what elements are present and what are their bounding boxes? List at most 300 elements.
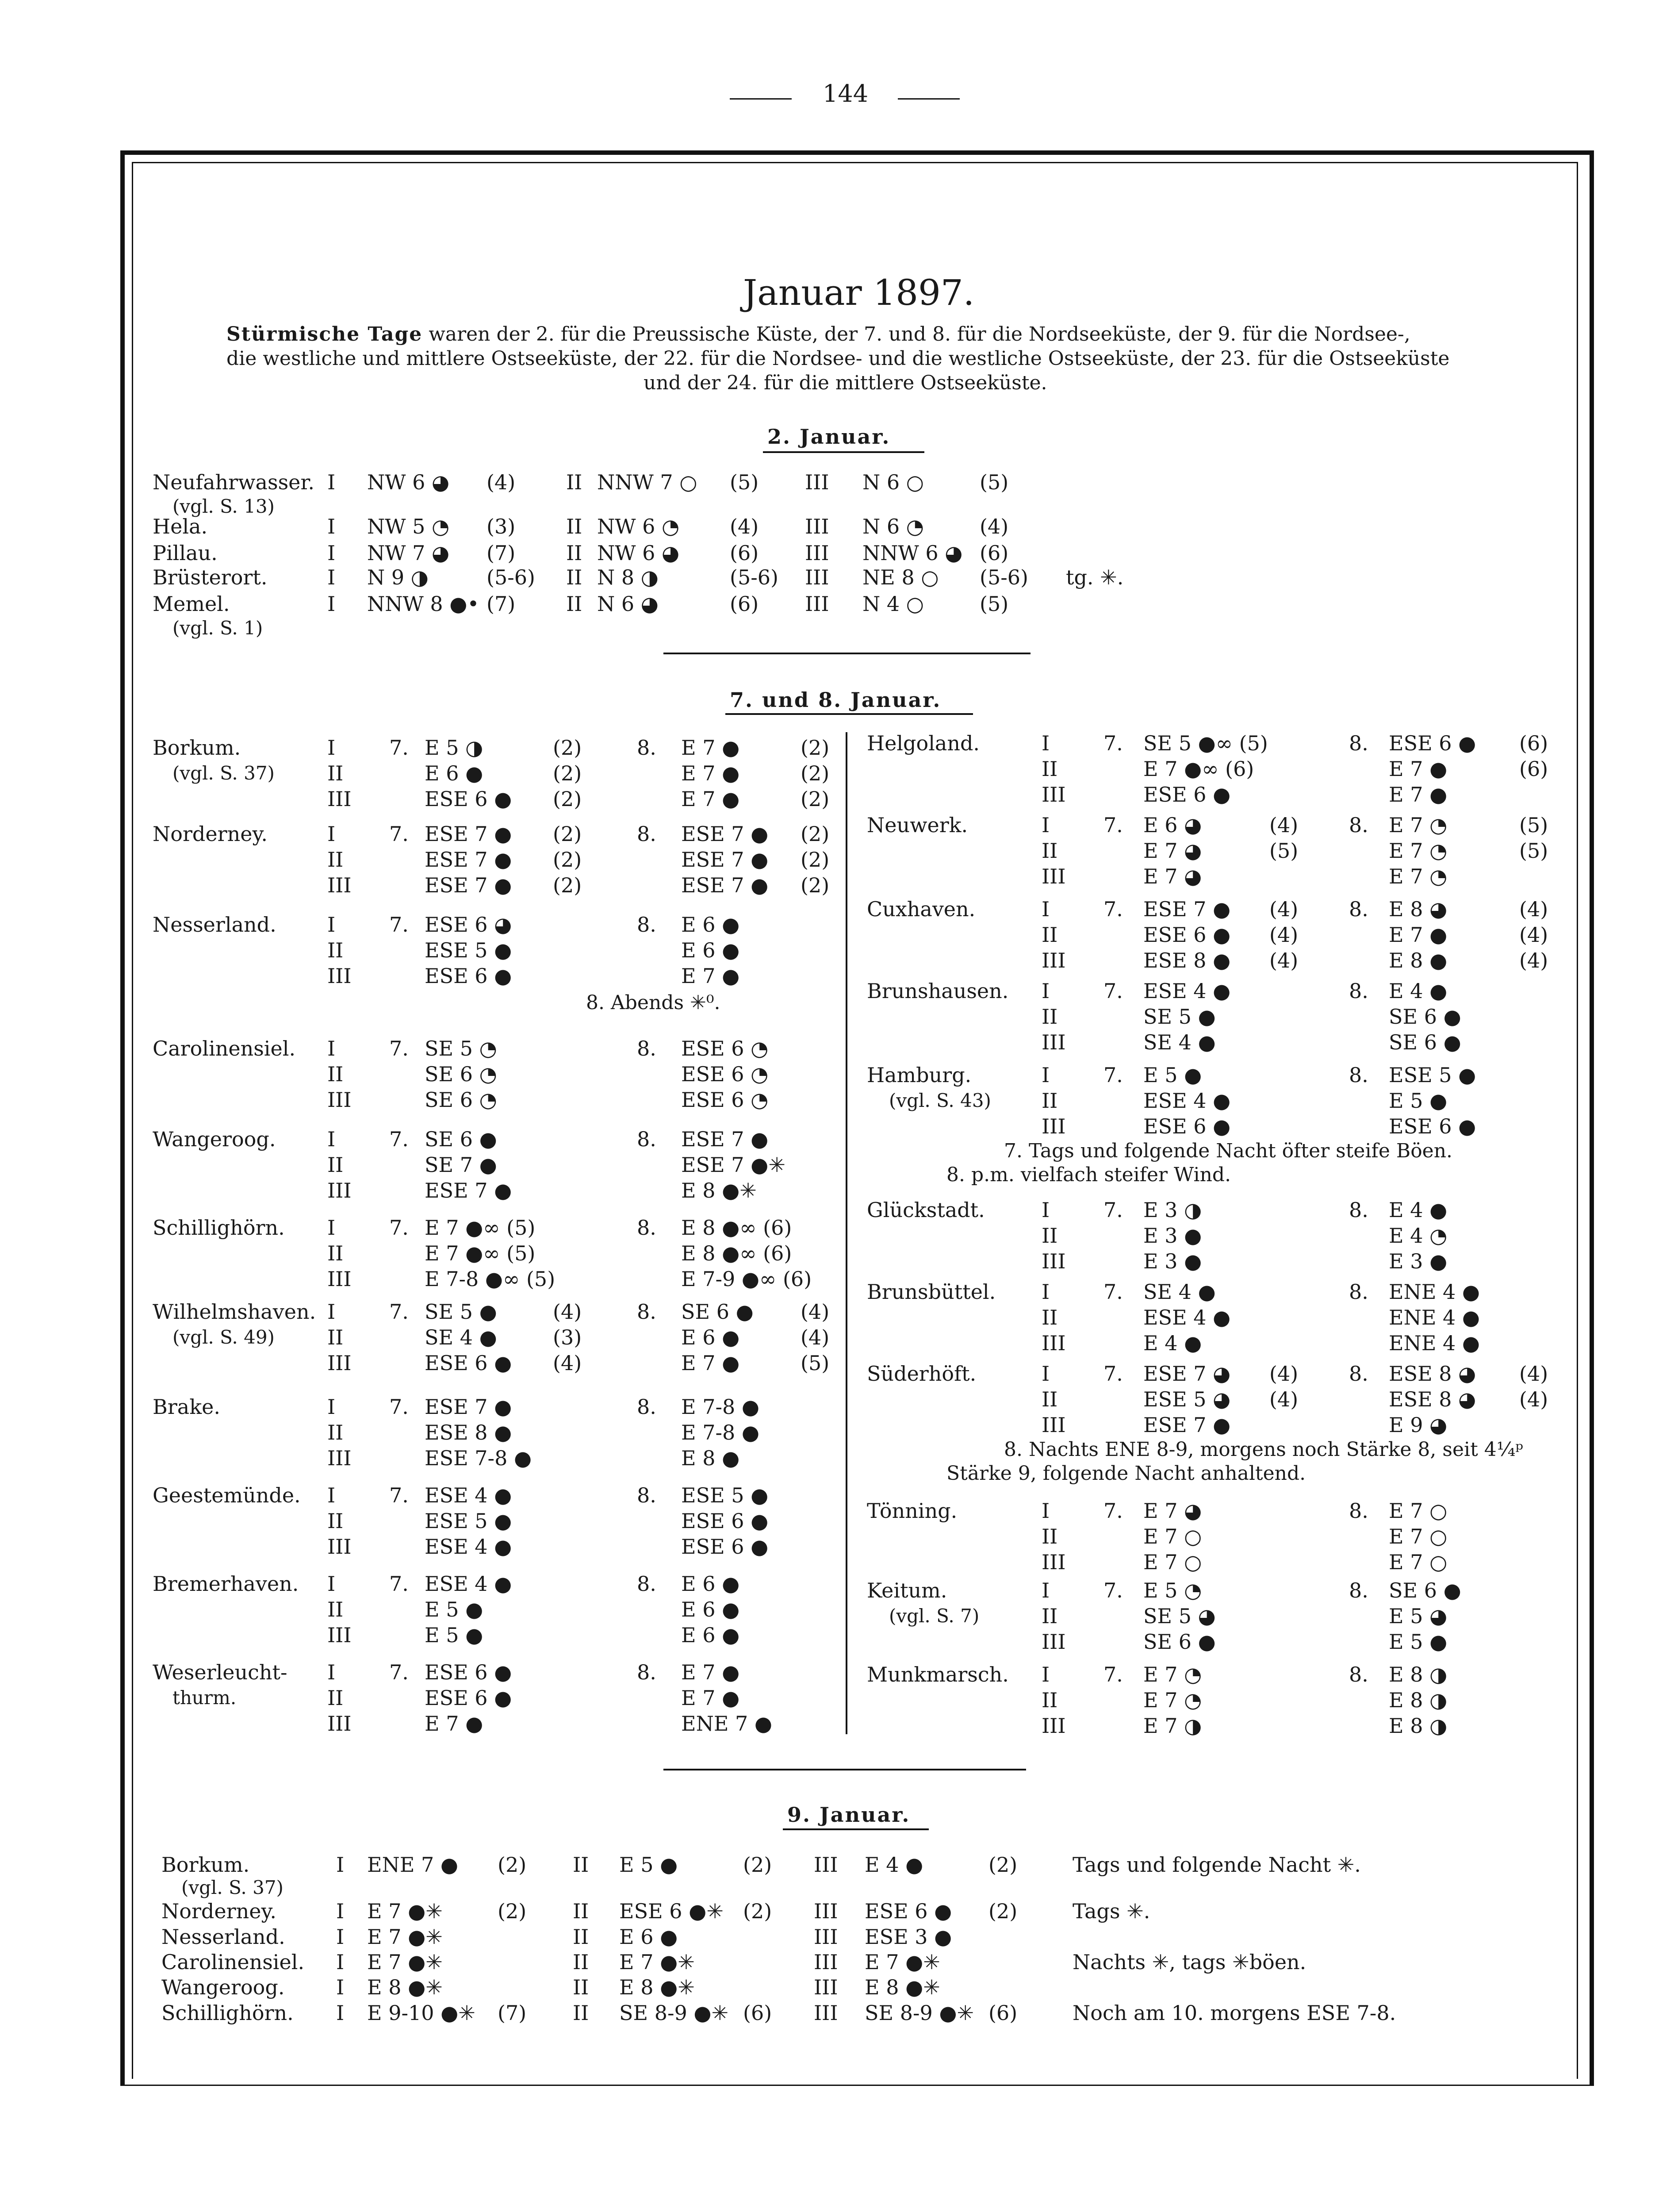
- day-8-value: E 6 ●: [681, 1598, 740, 1621]
- station-ref: (vgl. S. 37): [181, 1877, 283, 1898]
- day-7-label: 7.: [1103, 813, 1123, 837]
- day-8-value: E 7 ○: [1389, 1499, 1448, 1523]
- roman-numeral: II: [1042, 1604, 1058, 1628]
- roman-numeral: I: [327, 913, 336, 937]
- cell-value: SE 8-9 ●✳: [865, 2001, 974, 2025]
- cell-value: III: [814, 1975, 838, 1999]
- day-8-value: E 4 ●: [1389, 1198, 1448, 1222]
- day-7-value: ESE 6 ●: [1143, 1114, 1231, 1138]
- roman-numeral: I: [327, 1660, 336, 1684]
- cell-value: II: [573, 1975, 589, 1999]
- roman-numeral: I: [327, 1572, 336, 1596]
- roman-numeral: I: [1042, 1663, 1050, 1686]
- cell-value: (5-6): [730, 565, 778, 589]
- station-name: Glückstadt.: [867, 1198, 985, 1222]
- cell-value: III: [814, 1853, 838, 1877]
- cell-value: E 7 ●✳: [619, 1950, 695, 1974]
- cell-value: (4): [980, 515, 1009, 538]
- day-8-value: E 6 ●: [681, 1623, 740, 1647]
- station-ref: (vgl. S. 43): [889, 1090, 991, 1111]
- page-title: Januar 1897.: [743, 272, 975, 313]
- station-name: Hamburg.: [867, 1063, 972, 1087]
- day-7-value: E 6 ◕: [1143, 813, 1202, 837]
- day-8-sea: (6): [1519, 757, 1548, 781]
- day-8-value: E 8 ●∞ (6): [681, 1241, 792, 1265]
- day-7-value: SE 4 ●: [1143, 1030, 1216, 1054]
- station-name: Weserleucht-: [153, 1660, 287, 1684]
- day-7-sea: (2): [553, 848, 582, 872]
- day-8-value: E 7-8 ●: [681, 1395, 760, 1419]
- day-7-label: 7.: [1103, 731, 1123, 755]
- day-8-value: E 8 ●: [681, 1446, 740, 1470]
- day-7-sea: (4): [1269, 923, 1299, 947]
- day-7-sea: (2): [553, 873, 582, 897]
- cell-value: E 8 ●✳: [865, 1975, 940, 1999]
- day-8-value: ESE 6 ◔: [681, 1088, 769, 1112]
- day-7-value: E 7-8 ●∞ (5): [425, 1267, 555, 1291]
- day-7-value: SE 4 ●: [1143, 1280, 1216, 1304]
- cell-value: N 4 ○: [862, 592, 924, 616]
- day-7-label: 7.: [389, 822, 409, 846]
- cell-value: (6): [730, 592, 759, 616]
- day-8-value: ESE 6 ●: [681, 1509, 769, 1533]
- cell-value: E 7 ●✳: [367, 1925, 443, 1949]
- day-7-value: SE 6 ●: [425, 1127, 497, 1151]
- cell-value: E 7 ●✳: [367, 1899, 443, 1923]
- day-7-label: 7.: [389, 1037, 409, 1060]
- intro-rest: waren der 2. für die Preussische Küste, der 7. und 8. für die Nordseeküste, der 9. für die Nordsee-,: [429, 323, 1410, 346]
- day-8-value: ESE 5 ●: [1389, 1063, 1476, 1087]
- day-7-value: E 7 ◔: [1143, 1663, 1202, 1686]
- cell-value: NW 6 ◕: [597, 541, 680, 565]
- day-7-value: ESE 4 ●: [1143, 1089, 1231, 1113]
- day-7-label: 7.: [389, 913, 409, 937]
- day-8-value: E 5 ◕: [1389, 1604, 1448, 1628]
- day-7-sea: (4): [1269, 1387, 1299, 1411]
- roman-numeral: I: [1042, 979, 1050, 1003]
- cell-value: III: [814, 2001, 838, 2025]
- roman-numeral: I: [1042, 813, 1050, 837]
- cell-value: II: [573, 1925, 589, 1949]
- day-8-label: 8.: [1349, 979, 1368, 1003]
- day-7-sea: (3): [553, 1325, 582, 1349]
- cell-value: I: [336, 1899, 345, 1923]
- day-7-label: 7.: [1103, 1663, 1123, 1686]
- roman-numeral: II: [1042, 757, 1058, 781]
- station-name: Borkum.: [153, 736, 241, 760]
- day-7-value: ESE 8 ●: [425, 1421, 512, 1444]
- day-8-value: E 8 ●∞ (6): [681, 1216, 792, 1240]
- cell-value: ESE 6 ●: [865, 1899, 952, 1923]
- day-8-value: ENE 4 ●: [1389, 1280, 1480, 1304]
- roman-numeral: I: [1042, 1499, 1050, 1523]
- roman-numeral: II: [327, 1325, 344, 1349]
- station-name: Brunsbüttel.: [867, 1280, 996, 1304]
- day-7-value: ESE 7 ●: [1143, 1413, 1231, 1437]
- day-8-sea: (4): [801, 1300, 830, 1324]
- day-7-value: E 5 ◔: [1143, 1578, 1202, 1602]
- day-8-value: SE 6 ●: [1389, 1578, 1461, 1602]
- cell-value: I: [327, 592, 336, 616]
- station-name: Geestemünde.: [153, 1483, 301, 1507]
- section-heading-7-8-januar: 7. und 8. Januar.: [730, 688, 942, 712]
- day-8-label: 8.: [1349, 897, 1368, 921]
- day-7-value: ESE 6 ◕: [425, 913, 512, 937]
- day-7-sea: (2): [553, 787, 582, 811]
- day-8-value: ESE 6 ◔: [681, 1037, 769, 1060]
- cell-value: I: [327, 515, 336, 538]
- station-name: Munkmarsch.: [867, 1663, 1009, 1686]
- day-8-label: 8.: [1349, 1063, 1368, 1087]
- day-7-label: 7.: [389, 1127, 409, 1151]
- cell-value: NNW 6 ◕: [862, 541, 963, 565]
- day-7-value: ESE 6 ●: [425, 1686, 512, 1710]
- day-8-value: E 3 ●: [1389, 1249, 1448, 1273]
- row-note: Tags ✳.: [1073, 1899, 1150, 1923]
- day-7-value: E 7 ◕: [1143, 839, 1202, 863]
- day-8-label: 8.: [637, 1127, 656, 1151]
- cell-value: (5): [980, 592, 1009, 616]
- roman-numeral: II: [327, 1598, 344, 1621]
- roman-numeral: III: [327, 787, 352, 811]
- day-7-value: E 7 ●∞ (5): [425, 1241, 536, 1265]
- day-7-value: ESE 8 ●: [1143, 949, 1231, 972]
- station-ref: thurm.: [172, 1687, 237, 1709]
- cell-value: I: [327, 470, 336, 494]
- day-8-value: E 7 ●: [681, 787, 740, 811]
- roman-numeral: II: [327, 1509, 344, 1533]
- day-7-sea: (2): [553, 761, 582, 785]
- day-7-sea: (4): [1269, 1362, 1299, 1386]
- roman-numeral: II: [327, 1241, 344, 1265]
- cell-value: ESE 6 ●✳: [619, 1899, 724, 1923]
- cell-value: III: [814, 1925, 838, 1949]
- page-number-dash-right: [898, 98, 960, 100]
- roman-numeral: III: [1042, 1331, 1066, 1355]
- day-8-value: SE 6 ●: [1389, 1005, 1461, 1029]
- cell-value: (3): [487, 515, 516, 538]
- day-7-value: ESE 5 ●: [425, 1509, 512, 1533]
- day-8-value: ESE 6 ●: [1389, 731, 1476, 755]
- roman-numeral: III: [327, 1623, 352, 1647]
- station-name: Wilhelmshaven.: [153, 1300, 316, 1324]
- cell-value: E 6 ●: [619, 1925, 678, 1949]
- day-8-value: E 8 ●: [1389, 949, 1448, 972]
- roman-numeral: III: [327, 1535, 352, 1559]
- cell-value: N 9 ◑: [367, 565, 429, 589]
- station-name: Neufahrwasser.: [153, 470, 314, 494]
- roman-numeral: III: [1042, 1714, 1066, 1738]
- day-7-label: 7.: [389, 1660, 409, 1684]
- cell-value: I: [336, 1925, 345, 1949]
- cell-value: III: [814, 1899, 838, 1923]
- cell-value: E 5 ●: [619, 1853, 678, 1877]
- roman-numeral: III: [327, 1351, 352, 1375]
- page-number: 144: [823, 80, 869, 108]
- roman-numeral: II: [1042, 923, 1058, 947]
- cell-value: II: [566, 565, 582, 589]
- day-7-value: E 5 ●: [1143, 1063, 1202, 1087]
- day-8-sea: (4): [1519, 897, 1548, 921]
- section-rule-2: [663, 1769, 1026, 1770]
- day-8-value: E 7 ●: [681, 964, 740, 988]
- day-8-value: E 6 ●: [681, 1325, 740, 1349]
- day-7-value: SE 5 ●: [425, 1300, 497, 1324]
- roman-numeral: III: [327, 1446, 352, 1470]
- station-name: Brunshausen.: [867, 979, 1009, 1003]
- day-7-value: ESE 6 ●: [425, 787, 512, 811]
- day-7-value: E 7 ◔: [1143, 1688, 1202, 1712]
- day-8-label: 8.: [637, 1037, 656, 1060]
- day-7-value: E 5 ●: [425, 1623, 483, 1647]
- page-frame-inner: [132, 162, 1578, 2079]
- cell-value: (7): [487, 541, 516, 565]
- day-8-value: E 7 ●: [681, 1686, 740, 1710]
- cell-value: NNW 8 ●•: [367, 592, 479, 616]
- day-8-label: 8.: [637, 1300, 656, 1324]
- roman-numeral: I: [327, 1395, 336, 1419]
- day-8-value: E 9 ◕: [1389, 1413, 1448, 1437]
- day-7-value: ESE 7 ●: [425, 873, 512, 897]
- day-8-value: E 7 ◔: [1389, 813, 1448, 837]
- day-7-value: SE 5 ◕: [1143, 1604, 1216, 1628]
- cell-value: SE 8-9 ●✳: [619, 2001, 729, 2025]
- day-8-sea: (2): [801, 822, 830, 846]
- day-8-value: ESE 6 ●: [681, 1535, 769, 1559]
- cell-value: (5-6): [980, 565, 1028, 589]
- cell-value: I: [336, 1853, 345, 1877]
- row-note: tg. ✳.: [1066, 565, 1124, 589]
- day-7-value: ESE 6 ●: [1143, 783, 1231, 806]
- station-name: Tönning.: [867, 1499, 958, 1523]
- day-7-value: E 7 ○: [1143, 1550, 1202, 1574]
- day-7-label: 7.: [389, 1300, 409, 1324]
- cell-value: II: [573, 1853, 589, 1877]
- day-8-value: ENE 4 ●: [1389, 1331, 1480, 1355]
- roman-numeral: I: [327, 1216, 336, 1240]
- day-7-value: ESE 6 ●: [1143, 923, 1231, 947]
- day-7-value: ESE 4 ●: [1143, 979, 1231, 1003]
- roman-numeral: III: [1042, 949, 1066, 972]
- day-7-label: 7.: [1103, 1280, 1123, 1304]
- cell-value: (5-6): [487, 565, 535, 589]
- cell-value: E 8 ●✳: [367, 1975, 443, 1999]
- cell-value: I: [336, 1950, 345, 1974]
- roman-numeral: III: [327, 1088, 352, 1112]
- cell-value: NW 5 ◔: [367, 515, 450, 538]
- cell-value: E 8 ●✳: [619, 1975, 695, 1999]
- day-7-value: SE 6 ●: [1143, 1630, 1216, 1654]
- day-7-value: SE 5 ●: [1143, 1005, 1216, 1029]
- day-8-label: 8.: [637, 913, 656, 937]
- roman-numeral: I: [327, 822, 336, 846]
- day-8-sea: (2): [801, 736, 830, 760]
- cell-value: (4): [730, 515, 759, 538]
- day-8-value: E 6 ●: [681, 913, 740, 937]
- day-8-label: 8.: [637, 1572, 656, 1596]
- day-7-value: SE 7 ●: [425, 1153, 497, 1177]
- station-name: Neuwerk.: [867, 813, 968, 837]
- cell-value: ENE 7 ●: [367, 1853, 459, 1877]
- day-8-label: 8.: [1349, 1280, 1368, 1304]
- day-7-value: SE 4 ●: [425, 1325, 497, 1349]
- day-8-label: 8.: [637, 1660, 656, 1684]
- day-7-label: 7.: [389, 1483, 409, 1507]
- day-7-value: ESE 4 ●: [425, 1572, 512, 1596]
- row-note: Noch am 10. morgens ESE 7-8.: [1073, 2001, 1396, 2025]
- day-7-label: 7.: [389, 1216, 409, 1240]
- day-8-value: E 5 ●: [1389, 1630, 1448, 1654]
- roman-numeral: II: [327, 848, 344, 872]
- roman-numeral: I: [1042, 1063, 1050, 1087]
- day-7-value: ESE 7-8 ●: [425, 1446, 532, 1470]
- roman-numeral: I: [327, 736, 336, 760]
- day-8-sea: (5): [1519, 839, 1548, 863]
- day-7-label: 7.: [1103, 1198, 1123, 1222]
- station-name: Wangeroog.: [153, 1127, 276, 1151]
- cell-value: II: [566, 470, 582, 494]
- day-8-sea: (4): [1519, 1387, 1548, 1411]
- cell-value: (4): [487, 470, 516, 494]
- cell-value: III: [805, 470, 829, 494]
- day-7-label: 7.: [1103, 1578, 1123, 1602]
- cell-value: E 4 ●: [865, 1853, 923, 1877]
- cell-value: NW 6 ◕: [367, 470, 450, 494]
- station-ref: (vgl. S. 49): [172, 1326, 275, 1348]
- day-7-label: 7.: [389, 1395, 409, 1419]
- day-8-value: ESE 6 ●: [1389, 1114, 1476, 1138]
- station-name: Wangeroog.: [161, 1975, 285, 1999]
- intro-lead: Stürmische Tage: [226, 323, 423, 346]
- station-note: Stärke 9, folgende Nacht anhaltend.: [946, 1462, 1306, 1485]
- station-name: Süderhöft.: [867, 1362, 977, 1386]
- roman-numeral: III: [1042, 1114, 1066, 1138]
- day-7-sea: (2): [553, 822, 582, 846]
- day-7-value: ESE 6 ●: [425, 1351, 512, 1375]
- day-7-sea: (4): [1269, 897, 1299, 921]
- day-7-sea: (5): [1269, 839, 1299, 863]
- day-8-label: 8.: [1349, 1499, 1368, 1523]
- roman-numeral: III: [1042, 1630, 1066, 1654]
- cell-value: (6): [980, 541, 1009, 565]
- roman-numeral: II: [1042, 1224, 1058, 1248]
- cell-value: III: [814, 1950, 838, 1974]
- day-8-value: SE 6 ●: [681, 1300, 754, 1324]
- day-8-label: 8.: [637, 736, 656, 760]
- day-7-sea: (2): [553, 736, 582, 760]
- day-8-sea: (2): [801, 848, 830, 872]
- station-name: Memel.: [153, 592, 230, 616]
- day-7-sea: (4): [553, 1300, 582, 1324]
- station-name: Nesserland.: [153, 913, 276, 937]
- day-8-label: 8.: [637, 1216, 656, 1240]
- day-7-value: ESE 7 ●: [425, 1395, 512, 1419]
- cell-value: N 6 ◔: [862, 515, 924, 538]
- station-name: Bremerhaven.: [153, 1572, 299, 1596]
- station-name: Brüsterort.: [153, 565, 268, 589]
- day-7-sea: (4): [1269, 813, 1299, 837]
- section-heading-2-januar: 2. Januar.: [767, 425, 891, 449]
- day-8-value: ESE 7 ●: [681, 1127, 769, 1151]
- day-8-value: E 6 ●: [681, 1572, 740, 1596]
- cell-value: (2): [498, 1853, 527, 1877]
- day-8-value: E 7 ○: [1389, 1550, 1448, 1574]
- cell-value: ESE 3 ●: [865, 1925, 952, 1949]
- cell-value: III: [805, 541, 829, 565]
- day-8-value: E 7 ●: [1389, 757, 1448, 781]
- day-8-value: E 7 ●: [681, 761, 740, 785]
- roman-numeral: III: [327, 1267, 352, 1291]
- roman-numeral: II: [327, 1153, 344, 1177]
- day-8-value: ESE 7 ●: [681, 822, 769, 846]
- cell-value: II: [566, 592, 582, 616]
- roman-numeral: II: [327, 1062, 344, 1086]
- row-note: Nachts ✳, tags ✳böen.: [1073, 1950, 1306, 1974]
- day-7-label: 7.: [1103, 979, 1123, 1003]
- day-8-value: E 7 ●: [681, 1351, 740, 1375]
- day-8-value: E 8 ◕: [1389, 897, 1448, 921]
- station-name: Norderney.: [153, 822, 268, 846]
- roman-numeral: II: [1042, 839, 1058, 863]
- day-8-label: 8.: [1349, 813, 1368, 837]
- day-7-value: ESE 4 ●: [425, 1483, 512, 1507]
- roman-numeral: I: [327, 1483, 336, 1507]
- day-7-value: ESE 4 ●: [1143, 1306, 1231, 1329]
- day-7-label: 7.: [1103, 1499, 1123, 1523]
- day-7-value: E 7 ○: [1143, 1525, 1202, 1548]
- cell-value: NW 6 ◔: [597, 515, 680, 538]
- column-divider: [846, 732, 847, 1734]
- day-8-value: E 7 ●: [1389, 783, 1448, 806]
- cell-value: (5): [980, 470, 1009, 494]
- row-note: Tags und folgende Nacht ✳.: [1073, 1853, 1361, 1877]
- day-7-value: E 7 ●∞ (6): [1143, 757, 1254, 781]
- day-7-value: E 7 ◕: [1143, 864, 1202, 888]
- day-8-label: 8.: [1349, 1663, 1368, 1686]
- cell-value: (2): [498, 1899, 527, 1923]
- day-8-value: SE 6 ●: [1389, 1030, 1461, 1054]
- day-8-value: ESE 7 ●: [681, 873, 769, 897]
- station-name: Schillighörn.: [153, 1216, 285, 1240]
- cell-value: (7): [498, 2001, 527, 2025]
- day-8-value: E 6 ●: [681, 938, 740, 962]
- roman-numeral: I: [327, 1127, 336, 1151]
- station-name: Schillighörn.: [161, 2001, 294, 2025]
- day-8-sea: (4): [1519, 949, 1548, 972]
- day-8-label: 8.: [637, 822, 656, 846]
- cell-value: I: [336, 1975, 345, 1999]
- day-8-value: E 8 ◑: [1389, 1714, 1448, 1738]
- cell-value: (2): [743, 1853, 772, 1877]
- day-8-value: ENE 7 ●: [681, 1712, 773, 1736]
- station-note: 8. Abends ✳⁰.: [586, 991, 720, 1014]
- day-7-sea: (4): [1269, 949, 1299, 972]
- roman-numeral: I: [1042, 1578, 1050, 1602]
- roman-numeral: II: [327, 761, 344, 785]
- station-name: Cuxhaven.: [867, 897, 976, 921]
- cell-value: (2): [743, 1899, 772, 1923]
- station-name: Borkum.: [161, 1853, 250, 1877]
- intro-line-2: die westliche und mittlere Ostseeküste, der 22. für die Nordsee- und die westliche Ostseeküste, der 23. für die Ostseeküste: [226, 347, 1450, 370]
- roman-numeral: II: [1042, 1688, 1058, 1712]
- station-ref: (vgl. S. 1): [172, 617, 263, 639]
- day-7-label: 7.: [1103, 897, 1123, 921]
- cell-value: NE 8 ○: [862, 565, 939, 589]
- day-8-value: ESE 6 ◔: [681, 1062, 769, 1086]
- station-note: 8. p.m. vielfach steifer Wind.: [946, 1164, 1231, 1186]
- day-7-value: E 7 ◕: [1143, 1499, 1202, 1523]
- day-8-value: ESE 7 ●✳: [681, 1153, 785, 1177]
